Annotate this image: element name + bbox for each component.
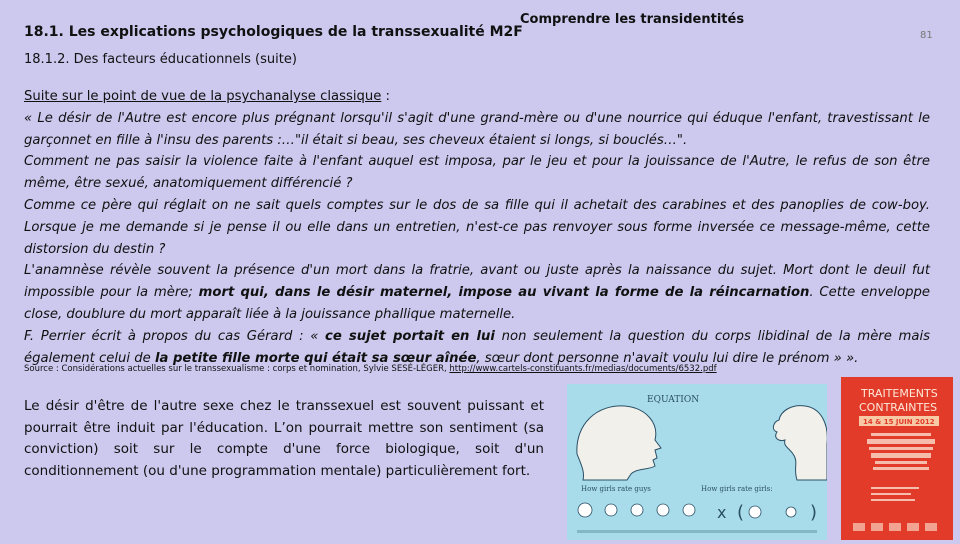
page-number: 81 [920, 30, 933, 41]
person-icon [631, 504, 643, 516]
source-text: Source : Considérations actuelles sur le transsexualisme : corps et nomination, Sylvie SESÉ-LÉGER, [24, 364, 450, 374]
equation-illustration [567, 384, 827, 540]
header-center-title: Comprendre les transidentités [520, 12, 745, 27]
intro-underlined: Suite sur le point de vue de la psychanalyse classique [24, 89, 382, 104]
p5-bold-2: la petite fille morte qui était sa sœur aînée [154, 350, 477, 366]
money-icon [657, 504, 669, 516]
p5-text-a: F. Perrier écrit à propos du cas Gérard : « [24, 328, 326, 344]
paragraph-3: Comme ce père qui réglait on ne sait quels comptes sur le dos de sa fille qui il achetait des carabines et des panoplies de cow-boy. Lorsque je me demande si je pense il ou elle dans un entretien, n'est-ce pas renvoyer sous forme inversée ce message-même, cette distorsion du destin ? [24, 197, 930, 257]
equation-footnote-line [577, 530, 817, 533]
intro-line [24, 86, 930, 108]
equation-image [567, 384, 827, 540]
poster-title-line1: TRAITEMENTS [861, 387, 938, 400]
open-paren: ( [737, 502, 745, 523]
face-icon-right [749, 506, 761, 518]
poster-title-line2: CONTRAINTES [859, 401, 938, 414]
p4-bold: mort qui, dans le désir maternel, impose au vivant la forme de la réincarnation [198, 285, 810, 301]
source-link[interactable]: http://www.cartels-constituants.fr/medias/documents/6532.pdf [449, 364, 717, 374]
slide-title: 18.1. Les explications psychologiques de la transsexualité M2F [24, 24, 523, 40]
paragraph-2: Comment ne pas saisir la violence faite à l'enfant auquel est imposa, par le jeu et pour la jouissance de l'Autre, le refus de son être même, être sexué, anatomiquement différencié ? [24, 154, 930, 192]
source-citation [24, 364, 844, 374]
quote-block [24, 86, 930, 369]
poster-dates: 14 & 15 JUIN 2012 [863, 418, 935, 426]
face-small-icon [786, 507, 796, 517]
desire-paragraph: Le désir d'être de l'autre sexe chez le transsexuel est souvent puissant et pourrait être induit par l'éducation. L’on pourrait mettre son sentiment (sa conviction) soit sur le compte d'une force biologique, soit d'un conditionnement (ou d'une programmation mentale) particulièrement fort. [24, 398, 544, 479]
equation-title: EQUATION [647, 395, 700, 405]
p5-text-c: non seulement la question du corps libidinal de la mère mais également celui de [24, 328, 930, 366]
close-paren: ) [810, 502, 818, 523]
face-icon [605, 504, 617, 516]
p5-bold-1: ce sujet portait en lui [325, 328, 495, 344]
intro-suffix: : [381, 89, 390, 104]
p4-text-c: . Cette enveloppe close, doublure du mort apparaît liée à la jouissance phallique maternelle. [24, 285, 930, 322]
conference-poster [841, 377, 953, 540]
equation-label-right: How girls rate girls: [701, 485, 773, 493]
paragraph-1: « Le désir de l'Autre est encore plus prégnant lorsqu'il s'agit d'une grand-mère ou d'une nourrice qui éduque l'enfant, travestissant le garçonnet en fille à l'insu des parents :…"il était si beau, ses cheveux étaient si longs, si bouclés…". [24, 110, 930, 148]
poster-art [841, 377, 953, 540]
p4-text-a: L'anamnèse révèle souvent la présence d'un mort dans la fratrie, avant ou juste après la naissance du sujet. Mort dont le deuil fut impossible pour la mère; [24, 263, 930, 301]
equation-label-left: How girls rate guys [581, 485, 651, 493]
paragraph-5 [24, 326, 930, 370]
section-subtitle: 18.1.2. Des facteurs éducationnels (suite) [24, 52, 297, 67]
multiply-sign: x [717, 503, 727, 522]
p5-text-e: , sœur dont personne n'avait voulu lui dire le prénom » ». [476, 350, 859, 366]
car-icon [683, 504, 695, 516]
paragraph-4 [24, 260, 930, 325]
brain-icon [578, 503, 592, 517]
